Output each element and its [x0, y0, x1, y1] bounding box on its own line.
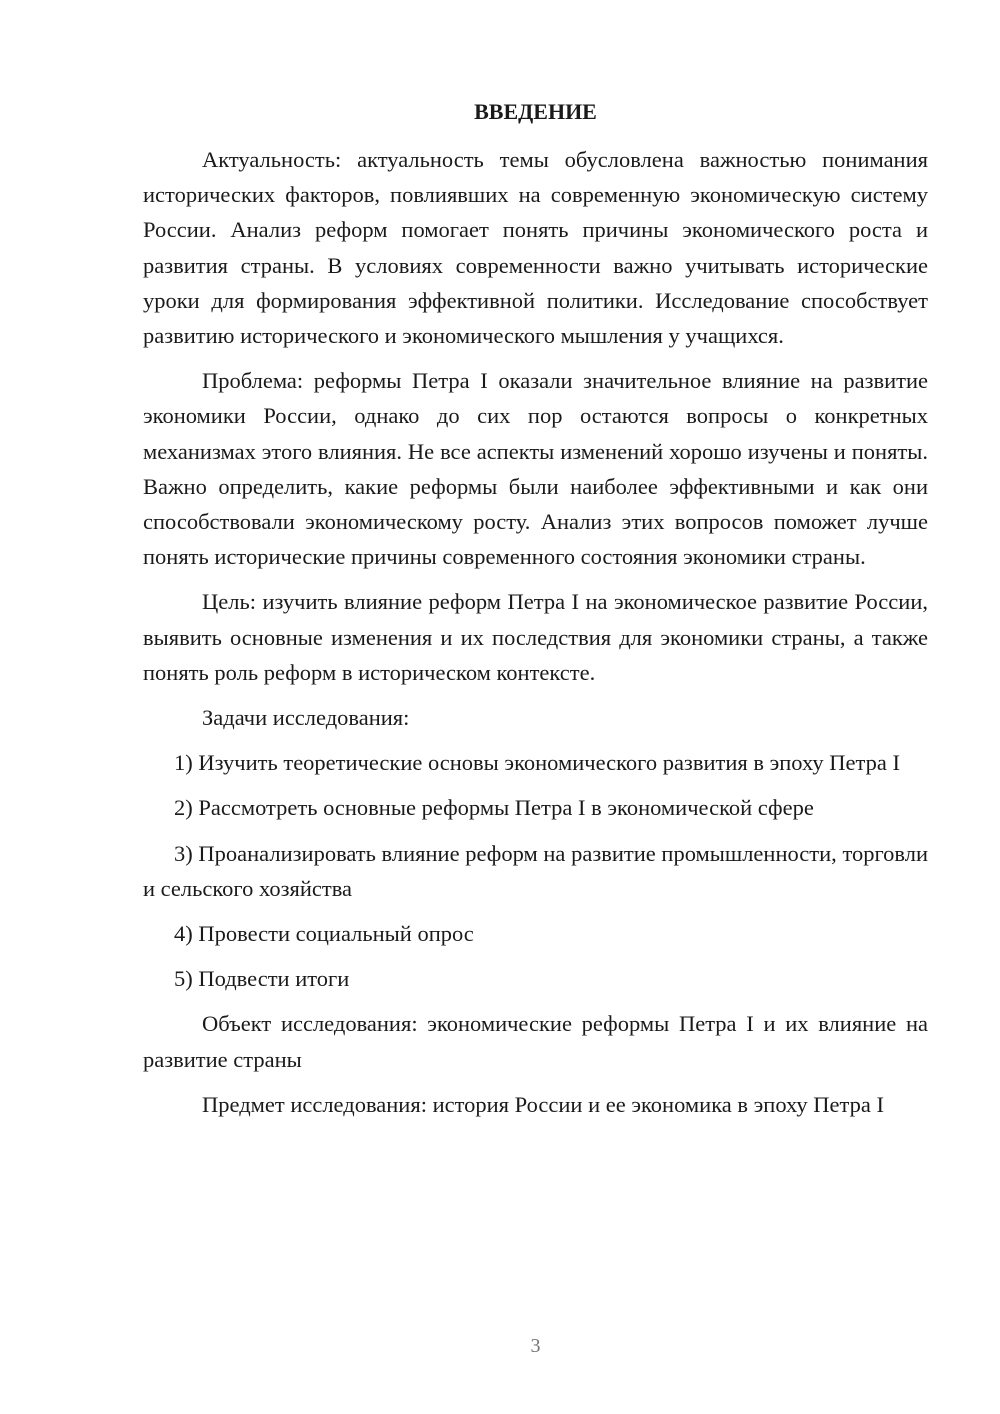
- relevance-paragraph: Актуальность: актуальность темы обусловлена важностью понимания исторических факторов, повлиявших на современную экономическую систему России. Анализ реформ помогает понять причины экономического роста и развития страны. В условиях современности важно учитывать исторические уроки для формирования эффективной политики. Исследование способствует развитию исторического и экономического мышления у учащихся.: [143, 147, 928, 349]
- research-object-paragraph: Объект исследования: экономические реформы Петра I и их влияние на развитие страны: [143, 1011, 928, 1072]
- task-item-1: 1) Изучить теоретические основы экономического развития в эпоху Петра I: [174, 750, 900, 776]
- task-item-5: 5) Подвести итоги: [174, 966, 350, 992]
- goal-paragraph: Цель: изучить влияние реформ Петра I на экономическое развитие России, выявить основные изменения и их последствия для экономики страны, а также понять роль реформ в историческом контексте.: [143, 589, 928, 685]
- document-body: [143, 142, 928, 1132]
- research-subject-paragraph: Предмет исследования: история России и ее экономика в эпоху Петра I: [202, 1091, 884, 1117]
- tasks-heading: Задачи исследования:: [202, 705, 410, 731]
- task-item-4: 4) Провести социальный опрос: [174, 921, 474, 947]
- problem-paragraph: Проблема: реформы Петра I оказали значительное влияние на развитие экономики России, однако до сих пор остаются вопросы о конкретных механизмах этого влияния. Не все аспекты изменений хорошо изучены и поняты. Важно определить, какие реформы были наиболее эффективными и как они способствовали экономическому росту. Анализ этих вопросов поможет лучше понять исторические причины современного состояния экономики страны.: [143, 368, 928, 570]
- page-number: 3: [530, 1335, 541, 1357]
- task-item-3: 3) Проанализировать влияние реформ на развитие промышленности, торговли и сельского хозяйства: [143, 840, 928, 901]
- task-item-2: 2) Рассмотреть основные реформы Петра I в экономической сфере: [174, 795, 814, 821]
- page-title: ВВЕДЕНИЕ: [474, 99, 597, 124]
